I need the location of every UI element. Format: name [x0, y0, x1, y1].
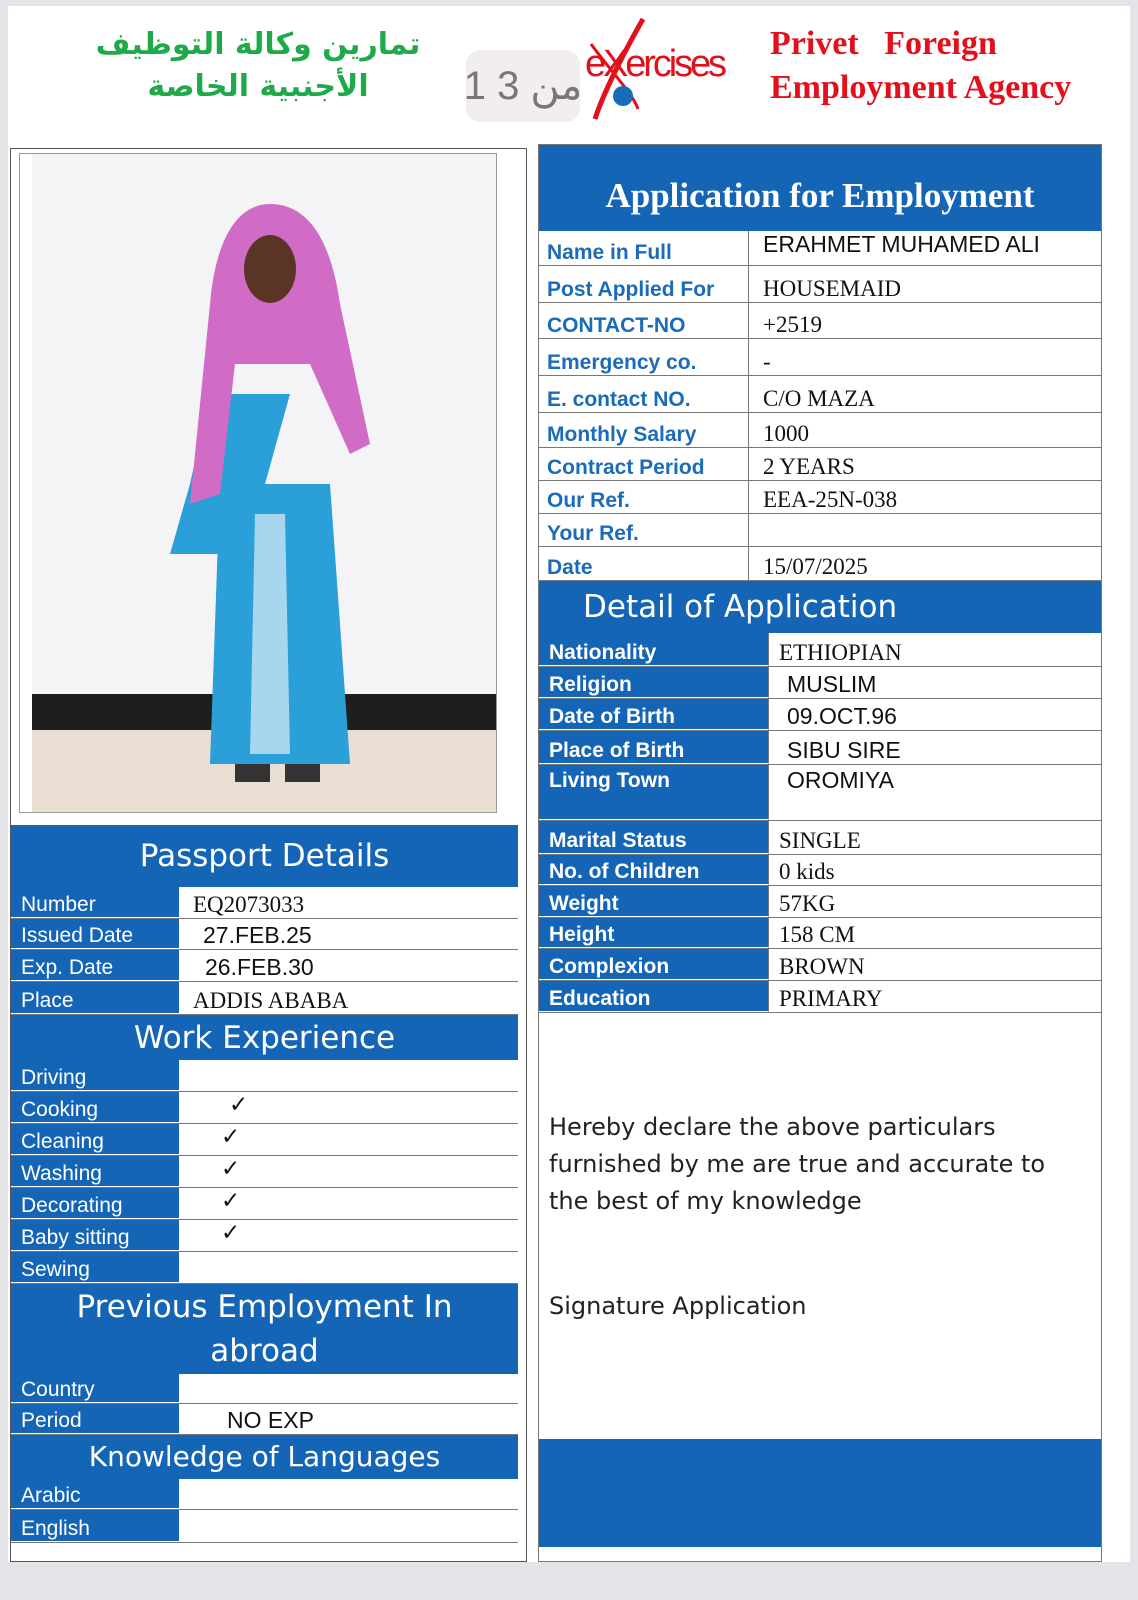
passport-row [11, 887, 518, 919]
row-value: 2 YEARS [763, 454, 855, 479]
row-label: Exp. Date [11, 950, 179, 981]
detail-row [539, 821, 1101, 855]
row-label: English [11, 1510, 179, 1542]
row-label: Living Town [539, 765, 769, 820]
application-row [539, 376, 1101, 413]
row-value: EEA-25N-038 [763, 487, 898, 512]
application-row [539, 547, 1101, 581]
check-icon: ✓ [221, 1220, 241, 1245]
row-label: Driving [11, 1060, 179, 1091]
row-value: EQ2073033 [193, 892, 305, 917]
declaration-text: Hereby declare the above particulars furnished by me are true and accurate to the best of my knowledge [549, 1113, 1046, 1215]
application-title: Application for Employment [539, 145, 1101, 231]
row-label: Arabic [11, 1479, 179, 1509]
application-row [539, 448, 1101, 481]
row-value: 27.FEB.25 [203, 922, 312, 948]
row-label: No. of Children [539, 855, 769, 885]
application-row [539, 303, 1101, 339]
row-label: Monthly Salary [539, 413, 749, 447]
row-label: Country [11, 1374, 179, 1403]
check-icon [179, 1060, 518, 1091]
row-value: HOUSEMAID [763, 276, 901, 301]
language-row [11, 1510, 518, 1543]
work-row [11, 1060, 518, 1092]
application-form [8, 6, 1130, 1562]
work-row [11, 1092, 518, 1124]
row-value: 26.FEB.30 [205, 954, 314, 980]
check-icon: ✓ [221, 1188, 241, 1213]
detail-row [539, 731, 1101, 765]
work-row [11, 1124, 518, 1156]
row-label: Sewing [11, 1252, 179, 1283]
row-value: ADDIS ABABA [193, 988, 349, 1013]
row-label: Baby sitting [11, 1220, 179, 1251]
check-icon: ✓ [229, 1092, 249, 1117]
previous-employment-title: Previous Employment In abroad [11, 1284, 518, 1374]
row-value [179, 1510, 518, 1542]
application-row [539, 339, 1101, 376]
exercises-logo [583, 14, 753, 124]
row-label: Nationality [539, 633, 769, 666]
work-row [11, 1188, 518, 1220]
row-label: CONTACT-NO [539, 303, 749, 338]
row-value: 15/07/2025 [763, 554, 868, 579]
previous-row [11, 1374, 518, 1404]
application-row [539, 481, 1101, 514]
row-value: - [763, 349, 771, 374]
row-value [179, 1479, 518, 1509]
row-value: SIBU SIRE [787, 737, 901, 763]
row-value: PRIMARY [779, 986, 883, 1011]
row-label: Issued Date [11, 919, 179, 949]
agency-name [770, 22, 1071, 110]
detail-row [539, 699, 1101, 731]
row-value: BROWN [779, 954, 865, 979]
detail-row [539, 633, 1101, 667]
agency-line-1: Privet Foreign [770, 25, 997, 62]
signature-box [539, 1439, 1101, 1547]
page-indicator: 1 من 3 [466, 50, 580, 122]
row-label: Place [11, 982, 179, 1014]
row-value: +2519 [763, 312, 822, 337]
svg-text:eXercises: eXercises [585, 43, 727, 85]
languages-title: Knowledge of Languages [11, 1435, 518, 1479]
row-label: Religion [539, 667, 769, 698]
row-value: ERAHMET MUHAMED ALI [763, 231, 1040, 257]
detail-row [539, 981, 1101, 1013]
row-label: Weight [539, 886, 769, 917]
row-value: MUSLIM [787, 671, 877, 697]
row-value: 1000 [763, 421, 809, 446]
row-label: Period [11, 1404, 179, 1434]
application-row [539, 514, 1101, 547]
row-label: Place of Birth [539, 731, 769, 764]
row-label: Decorating [11, 1188, 179, 1219]
row-value: SINGLE [779, 828, 861, 853]
row-label: Marital Status [539, 821, 769, 854]
passport-row [11, 950, 518, 982]
row-label: Contract Period [539, 448, 749, 480]
signature-label: Signature Application [549, 1292, 807, 1320]
detail-row [539, 855, 1101, 886]
application-row [539, 266, 1101, 303]
application-row [539, 231, 1101, 266]
application-table [539, 231, 1101, 581]
detail-row [539, 667, 1101, 699]
passport-row [11, 919, 518, 950]
declaration-section [539, 1013, 1101, 1439]
passport-section [11, 825, 518, 1543]
row-value: C/O MAZA [763, 386, 875, 411]
right-column [538, 144, 1102, 1562]
row-label: Cleaning [11, 1124, 179, 1155]
work-title: Work Experience [11, 1015, 518, 1060]
previous-row [11, 1404, 518, 1435]
row-value: 09.OCT.96 [787, 703, 897, 729]
arabic-agency-title: تمارين وكالة التوظيف الأجنبية الخاصة [95, 27, 421, 104]
detail-title: Detail of Application [539, 581, 1101, 633]
passport-title: Passport Details [11, 825, 518, 887]
check-icon: ✓ [221, 1156, 241, 1181]
left-column [10, 148, 527, 1562]
row-label: Your Ref. [539, 514, 749, 546]
row-label: Number [11, 887, 179, 918]
detail-row [539, 918, 1101, 949]
detail-row [539, 886, 1101, 918]
row-value: 0 kids [779, 859, 835, 884]
row-label: E. contact NO. [539, 376, 749, 412]
check-icon: ✓ [221, 1124, 241, 1149]
row-value: OROMIYA [787, 767, 894, 793]
row-value: ETHIOPIAN [779, 640, 902, 665]
work-row [11, 1156, 518, 1188]
row-value: NO EXP [227, 1407, 314, 1433]
row-label: Cooking [11, 1092, 179, 1123]
language-row [11, 1479, 518, 1510]
detail-table [539, 633, 1101, 1013]
row-label: Our Ref. [539, 481, 749, 513]
row-value [179, 1252, 518, 1283]
application-row [539, 413, 1101, 448]
agency-line-2: Employment Agency [770, 69, 1072, 106]
row-label: Washing [11, 1156, 179, 1187]
row-label: Post Applied For [539, 266, 749, 302]
detail-row [539, 949, 1101, 981]
row-label: Height [539, 918, 769, 948]
row-label: Emergency co. [539, 339, 749, 375]
row-label: Education [539, 981, 769, 1012]
row-label: Name in Full [539, 231, 749, 265]
row-value [179, 1374, 518, 1403]
row-value: 158 CM [779, 922, 856, 947]
row-label: Date [539, 547, 749, 580]
row-label: Date of Birth [539, 699, 769, 730]
passport-row [11, 982, 518, 1015]
row-label: Complexion [539, 949, 769, 980]
applicant-photo [19, 153, 497, 813]
work-row [11, 1220, 518, 1252]
work-row [11, 1252, 518, 1284]
row-value [749, 514, 1101, 546]
row-value: 57KG [779, 891, 836, 916]
detail-row [539, 765, 1101, 821]
